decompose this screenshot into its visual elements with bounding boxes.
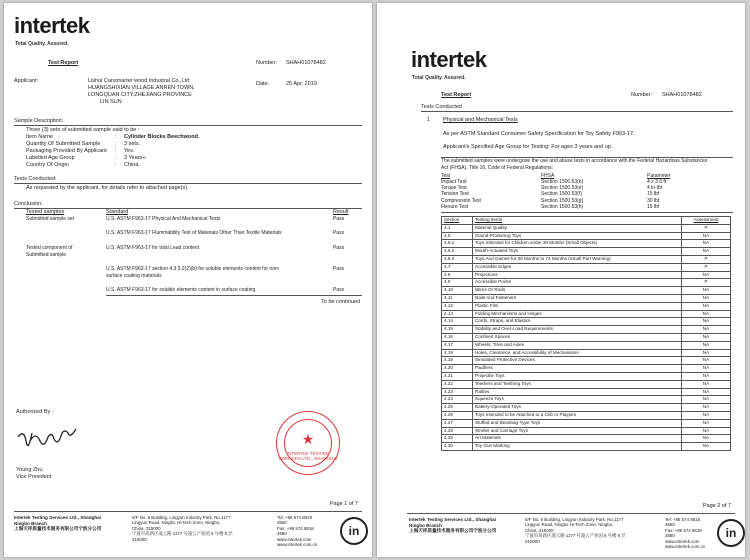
sample-field-label: Quantity Of Submitted Sample [26,141,101,147]
col-result: Result [333,209,349,215]
table-row [442,419,731,427]
table-row [442,224,731,232]
table-row [442,380,731,388]
intertek-badge-icon: in [340,517,368,545]
divider [14,125,362,126]
section-cell: 4.20 [442,365,473,373]
logo-tagline: Total Quality. Assured. [412,75,466,81]
report-page-2 [377,3,745,557]
table-row [442,263,731,271]
testing-item-cell: Art Materials [473,435,682,443]
conclusion-label: Conclusion: [14,201,43,207]
table-row [442,232,731,240]
assessment-cell: P [682,224,731,232]
section-cell: 4.19 [442,357,473,365]
assessment-cell: P [682,279,731,287]
testing-item-cell: Battery-Operated Toys [473,404,682,412]
section-cell: 4.21 [442,372,473,380]
table-row [442,365,731,373]
divider [14,183,362,184]
logo-tagline: Total Quality. Assured. [15,41,69,47]
conclusion-standard: U.S. ASTM F963-17 for soluble elements content in surface coating [106,287,256,293]
table-row [442,248,731,256]
table-row [442,240,731,248]
testing-item-cell: Plastic Film [473,302,682,310]
assessment-cell: P [682,263,731,271]
applicant-line: LONGQUAN CITY,ZHEJIANG PROVINCE [88,92,192,98]
applicant-label: Applicant: [14,78,39,84]
testing-items-table [441,216,731,451]
applicant-line: LIN SUN [100,99,122,105]
assessment-cell: NA [682,271,731,279]
conclusion-sample: Tested component of [26,245,73,251]
table-row [442,396,731,404]
testing-item-cell: Mouth-Actuated Toys [473,248,682,256]
authorized-by-label: Authorized By : [16,409,54,415]
applicant-line: HUANGSHIXIAN VILLAGE,ANREN TOWN, [88,85,195,91]
divider [441,212,733,213]
conclusion-result: Pass [333,216,345,222]
col-section: Section [442,217,473,225]
section-cell: 4.9 [442,279,473,287]
sample-field-label: Packaging Provided By Applicant [26,148,107,154]
conclusion-standard: U.S. ASTM F963-17 section 4.3.5.2(2)(b) for soluble elements content for non- [106,266,280,272]
number-label: Number: [256,60,278,66]
section-cell: 4.1 [442,224,473,232]
sample-field-colons: : : : : : [115,134,117,168]
sample-field-label: Country Of Origin [26,162,69,168]
assessment-cell: NA [682,404,731,412]
section-cell: 4.16 [442,333,473,341]
fhsa-col-test: Test [441,173,451,179]
table-row [442,302,731,310]
testing-item-cell: Toy Gun Marking [473,443,682,451]
fhsa-section: Section 1500.53(h) [541,203,584,210]
section-cell: 4.22 [442,380,473,388]
item-title: Physical and Mechanical Tests [443,117,518,123]
assessment-cell: NA [682,318,731,326]
fhsa-intro: The submitted samples were undergone the use and abuse tests in accordance with the Federal Hazardous Substances Act (FHSA), Title 16, Code of Federal Regulations: [441,158,708,171]
assessment-cell: NA [682,349,731,357]
conclusion-standard: U.S. ASTM F963-17 Physical And Mechanical Tests [106,216,221,222]
fhsa-test-name: Compression Test [441,197,481,204]
report-number: SHAH01078482 [662,92,702,98]
section-cell: 4.23 [442,388,473,396]
table-row [442,443,731,451]
report-title: Test Report [48,60,79,66]
table-row [442,255,731,263]
col-assessment: Assessment [682,217,731,225]
sample-field-labels [26,134,107,169]
conclusion-sample: Submitted sample [26,252,67,258]
assessment-cell: NA [682,411,731,419]
fhsa-section: Section 1500.53(e) [541,185,584,192]
applicant-line: Lishui Cansmarter wood Industral Co.,Ltd [88,78,190,84]
testing-item-cell: Cords, Straps, and Elastics [473,318,682,326]
col-standard: Standard [106,209,129,215]
testing-item-cell: Confined Spaces [473,333,682,341]
table-row [442,279,731,287]
testing-item-cell: Simulated Protective Devices [473,357,682,365]
assessment-cell: P [682,255,731,263]
testing-item-cell: Sound-Producing Toys [473,232,682,240]
testing-item-cell: Accessible Edges [473,263,682,271]
conclusion-standard: surface coating materials [106,273,162,279]
table-row [442,427,731,435]
sample-field-values [124,134,200,169]
section-cell: 4.11 [442,294,473,302]
conclusion-sample: Submitted sample set [26,216,75,222]
testing-item-cell: Stroller and Carriage Toys [473,427,682,435]
testing-item-cell: Nails And Fasteners [473,294,682,302]
section-cell: 4.6.2 [442,248,473,256]
table-row [442,404,731,412]
assessment-cell: NA [682,365,731,373]
testing-item-cell: Squeeze Toys [473,396,682,404]
testing-item-cell: Wheels, Tires and Axles [473,341,682,349]
assessment-cell: NA [682,232,731,240]
assessment-cell: NA [682,443,731,451]
item-number: 1 [427,117,431,123]
testing-item-cell: Toys Intended for Children under 36 Months (Small Objects) [473,240,682,248]
divider [421,111,733,112]
table-row [442,372,731,380]
sample-field-value: 3 sets. [124,141,141,147]
col-tested-samples: Tested samples [26,209,65,215]
table-row [442,326,731,334]
intertek-logo: intertek [411,47,487,72]
assessment-cell: NA [682,427,731,435]
assessment-cell: NA [682,294,731,302]
report-page-1 [4,3,372,557]
section-cell: 4.25 [442,404,473,412]
tests-conducted-label: Tests Conducted [421,104,462,110]
fhsa-col-parameter: Parameter [647,173,671,179]
testing-item-cell: Holes, Clearance, and Accessibility of Mechanisms [473,349,682,357]
fhsa-parameter: 4 x 3.0 ft [647,179,667,185]
fhsa-test-name: Tension Test [441,191,469,198]
section-cell: 4.6.3 [442,255,473,263]
testing-item-cell: Pacifiers [473,365,682,373]
report-title: Test Report [441,92,472,98]
section-cell: 4.15 [442,326,473,334]
section-cell: 4.13 [442,310,473,318]
tests-conducted-text: As requested by the applicant, for details refer to attached page(s). [26,185,189,191]
footer-address: 5/F No. 6 Building, Lingyun Industry Park, No.1177 Lingyun Road, Ningbo Hi-Tech Zone, Ningbo, China, 315000 宁波市高新区凌云路 1177 号凌云产业园 6 号楼 5 层 315000 [132,515,233,542]
section-cell: 4.7 [442,263,473,271]
testing-item-cell: Teethers and Teething Toys [473,380,682,388]
fhsa-parameter: 4 in-lbf [647,185,663,192]
date-label: Date: [256,81,270,87]
table-row [442,388,731,396]
section-cell: 4.14 [442,318,473,326]
assessment-cell: NA [682,240,731,248]
intertek-badge-icon: in [717,519,745,547]
conclusion-result: Pass [333,230,345,236]
fhsa-test-name: Flexure Test [441,203,469,210]
conclusion-standard: U.S. ASTM F963-17 for total Lead content [106,245,200,251]
divider [106,295,362,296]
age-group-paragraph: Applicant's Specified Age Group for Testing: For ages 3 years and up. [443,144,613,150]
fhsa-parameter: 15 lbf [647,203,660,210]
conclusion-result: Pass [333,245,345,251]
conclusion-result: Pass [333,287,345,293]
sample-field-label: Labelled Age Group [26,155,75,161]
fhsa-col-fhsa: FHSA [541,173,555,179]
number-label: Number: [631,92,653,98]
footer-company: Intertek Testing Services Ltd., Shanghai Ningbo Branch 上海天祥质量技术服务有限公司宁波分公司 [409,517,497,534]
sample-field-value: China. [124,162,140,168]
table-row [442,411,731,419]
sample-field-label: Item Name [26,134,53,140]
sample-field-value: 3 Years+. [124,155,148,161]
table-row [442,349,731,357]
report-date: 25 Apr, 2019 [286,81,317,87]
fhsa-parameter: 30 lbf [647,197,660,204]
testing-item-cell: Toys Intended to be Attached to a Crib or Playpen [473,411,682,419]
table-row [442,287,731,295]
section-cell: 4.28 [442,427,473,435]
sample-field-value: Yes. [124,148,135,154]
table-row [442,435,731,443]
section-cell: 4.17 [442,341,473,349]
section-cell: 4.10 [442,287,473,295]
sample-intro: Three (3) sets of submitted sample said to be : [26,127,140,133]
section-cell: 4.29 [442,435,473,443]
assessment-cell: NA [682,435,731,443]
assessment-cell: NA [682,287,731,295]
col-testing-items: Testing Items [473,217,682,225]
section-cell: 4.18 [442,349,473,357]
footer-company: Intertek Testing Services Ltd., Shanghai Ningbo Branch 上海天祥质量技术服务有限公司宁波分公司 [14,515,102,532]
section-cell: 4.30 [442,443,473,451]
company-seal: ★ INTERTEK TESTING SERVICES LTD., SHANGHAI [276,411,340,475]
divider [14,208,362,209]
testing-item-cell: Rattles [473,388,682,396]
sample-description-label: Sample Description: [14,118,64,124]
testing-item-cell: Accessible Points [473,279,682,287]
tests-conducted-label: Tests Conducted: [14,176,57,182]
to-be-continued: To be continued [321,299,360,305]
fhsa-test-name: Torque Test [441,185,467,192]
section-cell: 4.5 [442,232,473,240]
fhsa-section: Section 1500.53(f) [541,191,582,198]
standard-paragraph: As per ASTM Standard Consumer Safety Specification for Toy Safety F963-17. [443,131,635,137]
footer-contact: Tel: +86 574 8818 3650 Fax: +86 574 8818 3680 www.intertek.com www.intertek.com.cn [665,517,706,550]
section-cell: 4.6.1 [442,240,473,248]
table-row [442,357,731,365]
section-cell: 4.12 [442,302,473,310]
divider [407,513,735,514]
applicant-block [88,78,195,106]
assessment-cell: NA [682,396,731,404]
divider [14,511,362,512]
section-cell: 4.8 [442,271,473,279]
assessment-cell: NA [682,380,731,388]
assessment-cell: NA [682,326,731,334]
table-row [442,333,731,341]
section-cell: 4.27 [442,419,473,427]
footer-contact: Tel: +86 574 8818 3650 Fax: +86 574 8818 3680 www.intertek.com www.intertek.com.cn [277,515,318,548]
testing-item-cell: Projections [473,271,682,279]
fhsa-parameter: 15 lbf [647,191,660,198]
assessment-cell: NA [682,248,731,256]
signatory-title: Vice President [16,474,52,480]
section-cell: 4.24 [442,396,473,404]
testing-item-cell: Stability and Over-Load Requirements [473,326,682,334]
assessment-cell: NA [682,341,731,349]
testing-item-cell: Stuffed and Beanbag-Type Toys [473,419,682,427]
table-row [442,271,731,279]
testing-item-cell: Toys And Games for 36 Months to 72 Months (Small Part Warning) [473,255,682,263]
testing-item-cell: Wires Or Rods [473,287,682,295]
assessment-cell: NA [682,333,731,341]
fhsa-test-name: Impact Test [441,179,467,185]
assessment-cell: NA [682,302,731,310]
page-number: Page 2 of 7 [702,503,731,509]
sample-field-value: Cylinder Blocks Beechwood. [124,134,200,140]
conclusion-result: Pass [333,266,345,272]
fhsa-section: Section 1500.53(b) [541,179,584,185]
signature [14,427,84,453]
section-cell: 4.26 [442,411,473,419]
testing-item-cell: Folding Mechanisms and Hinges [473,310,682,318]
assessment-cell: NA [682,419,731,427]
signatory-name: Young Zhu [16,467,43,473]
table-header-row [442,217,731,225]
assessment-cell: NA [682,310,731,318]
footer-address: 5/F No. 6 Building, Lingyun Industry Park, No.1177 Lingyun Road, Ningbo Hi-Tech Zone, Ningbo, China, 315000 宁波市高新区凌云路 1177 号凌云产业园 6 号楼 5 层 315000 [525,517,626,544]
assessment-cell: NA [682,357,731,365]
conclusion-standard: U.S. ASTM F963-17 Flammability Test of Materials Other Than Textile Materials [106,230,282,236]
fhsa-section: Section 1500.53(g) [541,197,584,204]
table-row [442,294,731,302]
table-row [442,341,731,349]
page-number: Page 1 of 7 [329,501,358,507]
assessment-cell: NA [682,388,731,396]
testing-item-cell: Material Quality [473,224,682,232]
assessment-cell: NA [682,372,731,380]
table-row [442,310,731,318]
report-number: SHAH01078482 [286,60,326,66]
table-row [442,318,731,326]
intertek-logo: intertek [14,13,90,38]
testing-item-cell: Projectile Toys [473,372,682,380]
